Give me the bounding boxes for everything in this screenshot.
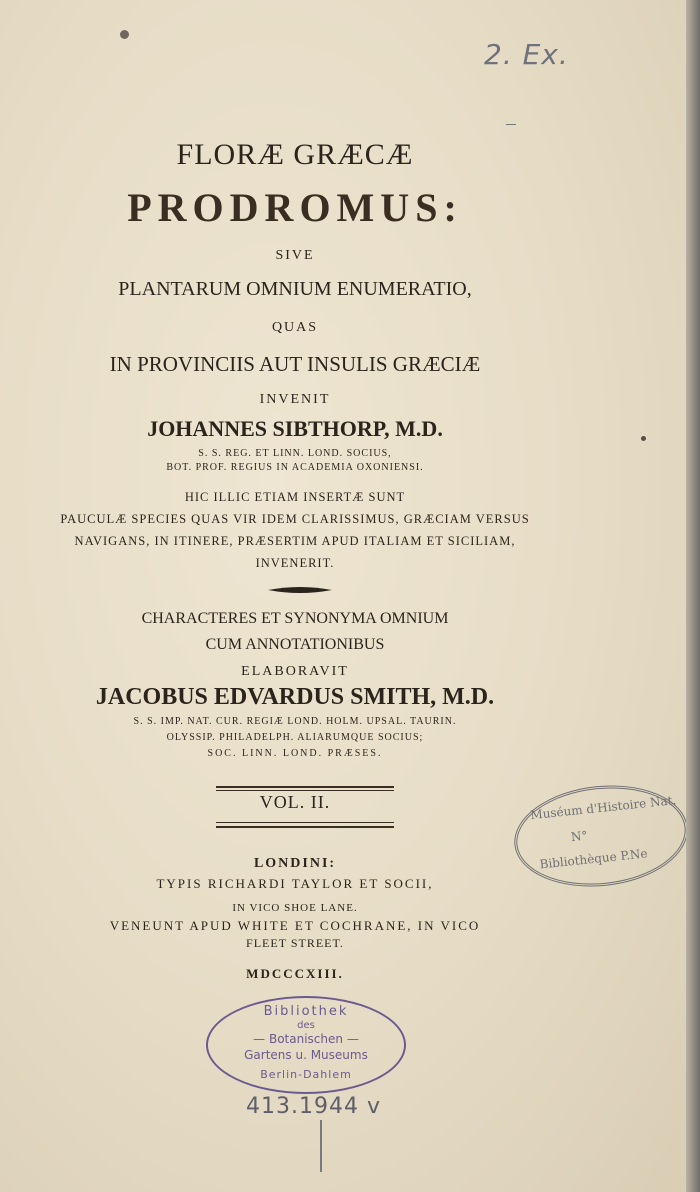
editor-line-3: ELABORAVIT — [241, 664, 349, 679]
page-edge — [686, 0, 700, 1192]
imprint-year: MDCCCXIII. — [246, 966, 344, 981]
title-line-2: PRODROMUS: — [127, 185, 463, 230]
editor-line-1: CHARACTERES ET SYNONYMA OMNIUM — [141, 610, 449, 627]
note-line-2: PAUCULÆ SPECIES QUAS VIR IDEM CLARISSIMUS, GRÆCIAM VERSUS — [60, 512, 530, 526]
imprint-line-5: FLEET STREET. — [246, 936, 344, 950]
note-line-4: INVENERIT. — [255, 556, 335, 570]
museum-stamp-number: N° — [570, 828, 589, 845]
ornament-divider — [268, 584, 332, 596]
author-credentials-1: S. S. REG. ET LINN. LOND. SOCIUS, — [198, 448, 392, 459]
imprint-line-4: VENEUNT APUD WHITE ET COCHRANE, IN VICO — [109, 918, 481, 933]
berlin-stamp-line-3: — Botanischen — — [253, 1032, 359, 1046]
museum-stamp-bottom: Bibliothèque P.Ne — [538, 846, 649, 872]
berlin-library-stamp — [206, 996, 406, 1094]
rule-bottom — [216, 822, 394, 823]
title-line-5: QUAS — [271, 320, 319, 335]
pinhole — [120, 30, 129, 39]
editor-credentials-1: S. S. IMP. NAT. CUR. REGIÆ LOND. HOLM. UPSAL. TAURIN. — [133, 716, 457, 727]
berlin-stamp-line-5: Berlin-Dahlem — [260, 1068, 352, 1081]
title-line-4: PLANTARUM OMNIUM ENUMERATIO, — [118, 278, 472, 300]
pencil-mark — [320, 1120, 322, 1172]
imprint-line-3: IN VICO SHOE LANE. — [232, 902, 358, 914]
rule-top-thin — [216, 790, 394, 791]
title-line-7: INVENIT — [259, 392, 331, 407]
note-line-1: HIC ILLIC ETIAM INSERTÆ SUNT — [184, 490, 406, 504]
note-line-3: NAVIGANS, IN ITINERE, PRÆSERTIM APUD ITALIAM ET SICILIAM, — [74, 534, 516, 548]
handwritten-note: 2. Ex. — [484, 38, 569, 71]
editor-line-2: CUM ANNOTATIONIBUS — [205, 636, 385, 653]
berlin-stamp-line-2: des — [297, 1020, 315, 1031]
editor-credentials-3: SOC. LINN. LOND. PRÆSES. — [207, 748, 383, 759]
volume-number: VOL. II. — [259, 792, 331, 812]
title-line-3: SIVE — [275, 248, 315, 263]
berlin-stamp-line-1: Bibliothek — [263, 1004, 349, 1019]
imprint-line-2: TYPIS RICHARDI TAYLOR ET SOCII, — [156, 876, 434, 891]
imprint-line-1: LONDINI: — [253, 856, 337, 871]
editor-credentials-2: OLYSSIP. PHILADELPH. ALIARUMQUE SOCIUS; — [166, 732, 424, 743]
ink-speck — [641, 436, 646, 441]
rule-top — [216, 786, 394, 788]
title-line-1: FLORÆ GRÆCÆ — [176, 138, 414, 171]
shelfmark: 413.1944 v — [246, 1094, 381, 1119]
author-credentials-2: BOT. PROF. REGIUS IN ACADEMIA OXONIENSI. — [166, 462, 424, 473]
author-name: JOHANNES SIBTHORP, M.D. — [147, 416, 443, 441]
pencil-mark-small — [506, 124, 516, 125]
berlin-stamp-line-4: Gartens u. Museums — [244, 1048, 368, 1062]
editor-name: JACOBUS EDVARDUS SMITH, M.D. — [95, 684, 495, 710]
rule-bottom-thick — [216, 826, 394, 828]
museum-stamp-top: Muséum d'Histoire Nat. — [529, 792, 677, 823]
title-line-6: IN PROVINCIIS AUT INSULIS GRÆCIÆ — [109, 352, 481, 376]
